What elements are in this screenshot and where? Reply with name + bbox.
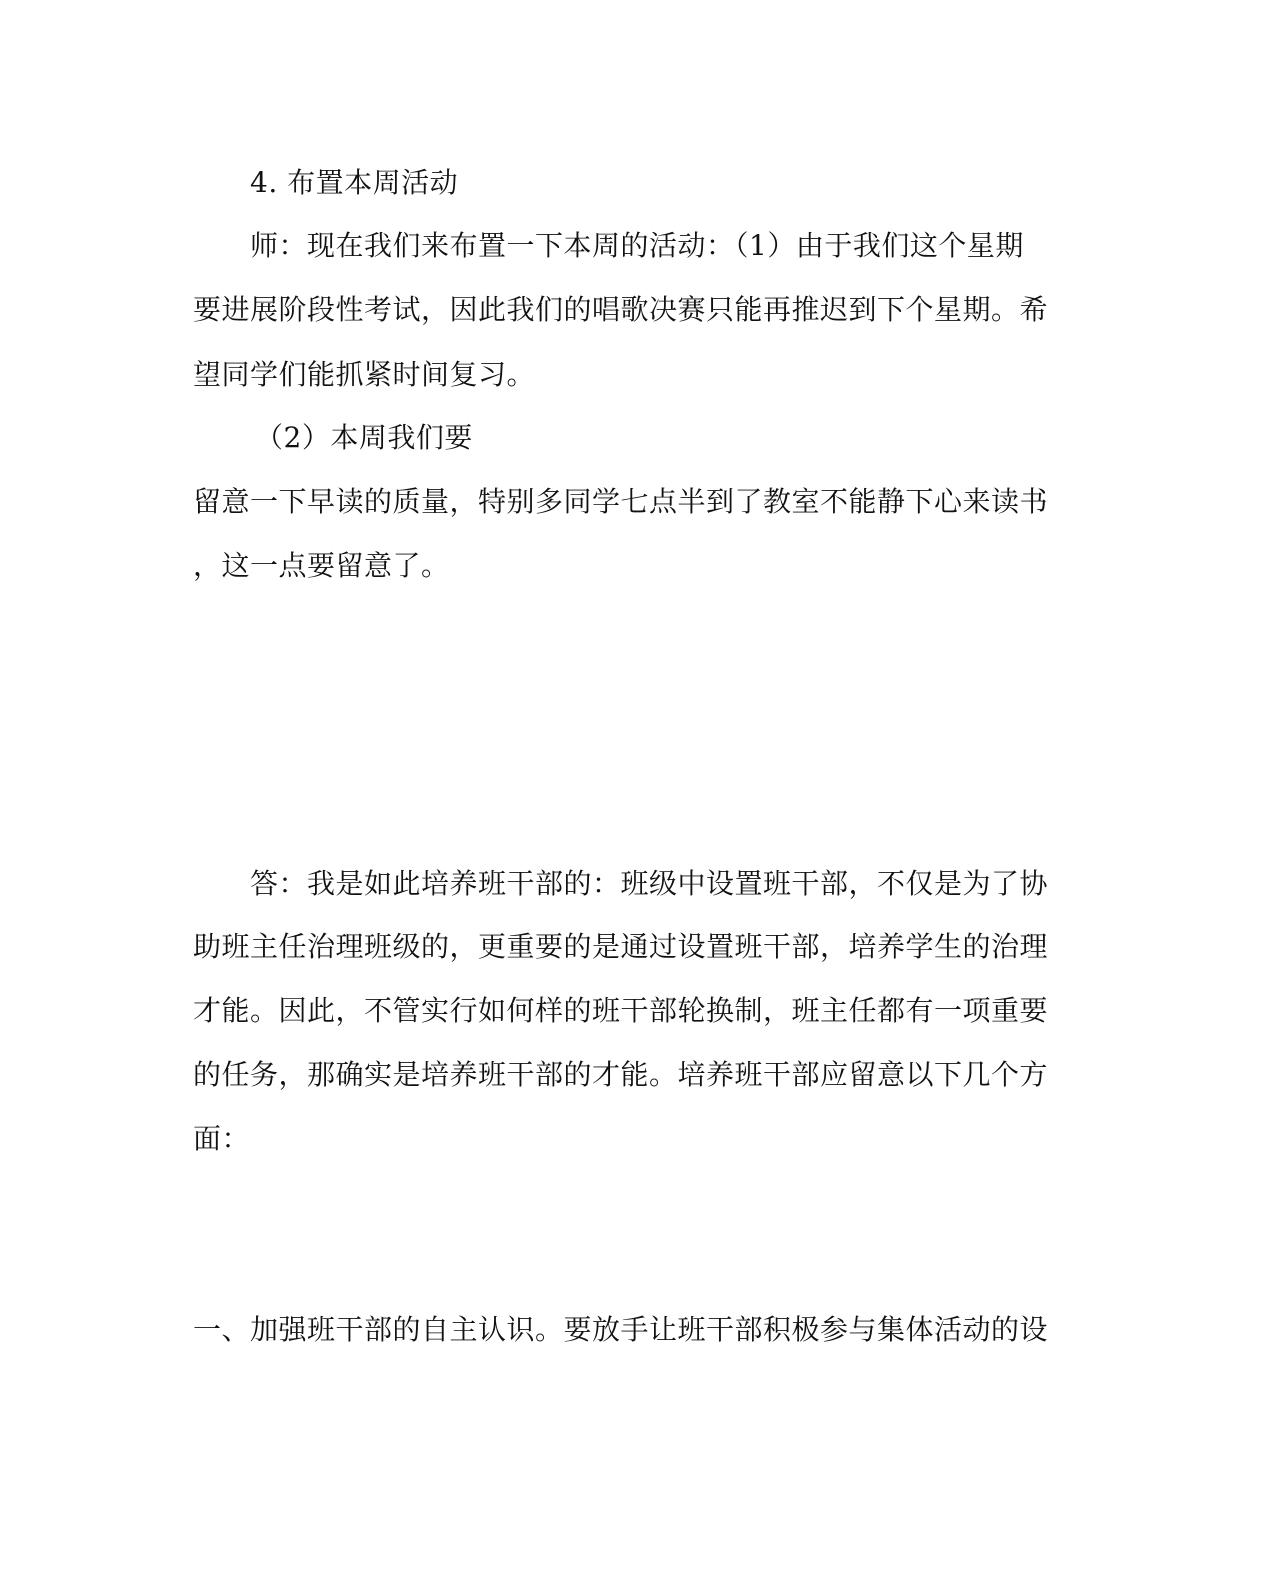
section-heading: 4. 布置本周活动 xyxy=(250,166,459,199)
paragraph-line: 的任务，那确实是培养班干部的才能。培养班干部应留意以下几个方 xyxy=(193,1058,1049,1091)
paragraph-line: ，这一点要留意了。 xyxy=(193,549,450,582)
paragraph-line: （2）本周我们要 xyxy=(255,421,473,454)
paragraph-line: 面： xyxy=(193,1122,251,1155)
paragraph-line: 留意一下早读的质量，特别多同学七点半到了教室不能静下心来读书 xyxy=(193,485,1049,518)
paragraph-line: 一、加强班干部的自主认识。要放手让班干部积极参与集体活动的设 xyxy=(193,1313,1049,1346)
paragraph-line: 答：我是如此培养班干部的：班级中设置班干部，不仅是为了协 xyxy=(250,867,1049,900)
paragraph-line: 师：现在我们来布置一下本周的活动：（1）由于我们这个星期 xyxy=(250,229,1024,262)
paragraph-line: 要进展阶段性考试，因此我们的唱歌决赛只能再推迟到下个星期。希 xyxy=(193,293,1049,326)
paragraph-line: 助班主任治理班级的，更重要的是通过设置班干部，培养学生的治理 xyxy=(193,930,1049,963)
paragraph-line: 才能。因此，不管实行如何样的班干部轮换制，班主任都有一项重要 xyxy=(193,994,1049,1027)
paragraph-line: 望同学们能抓紧时间复习。 xyxy=(193,358,536,391)
